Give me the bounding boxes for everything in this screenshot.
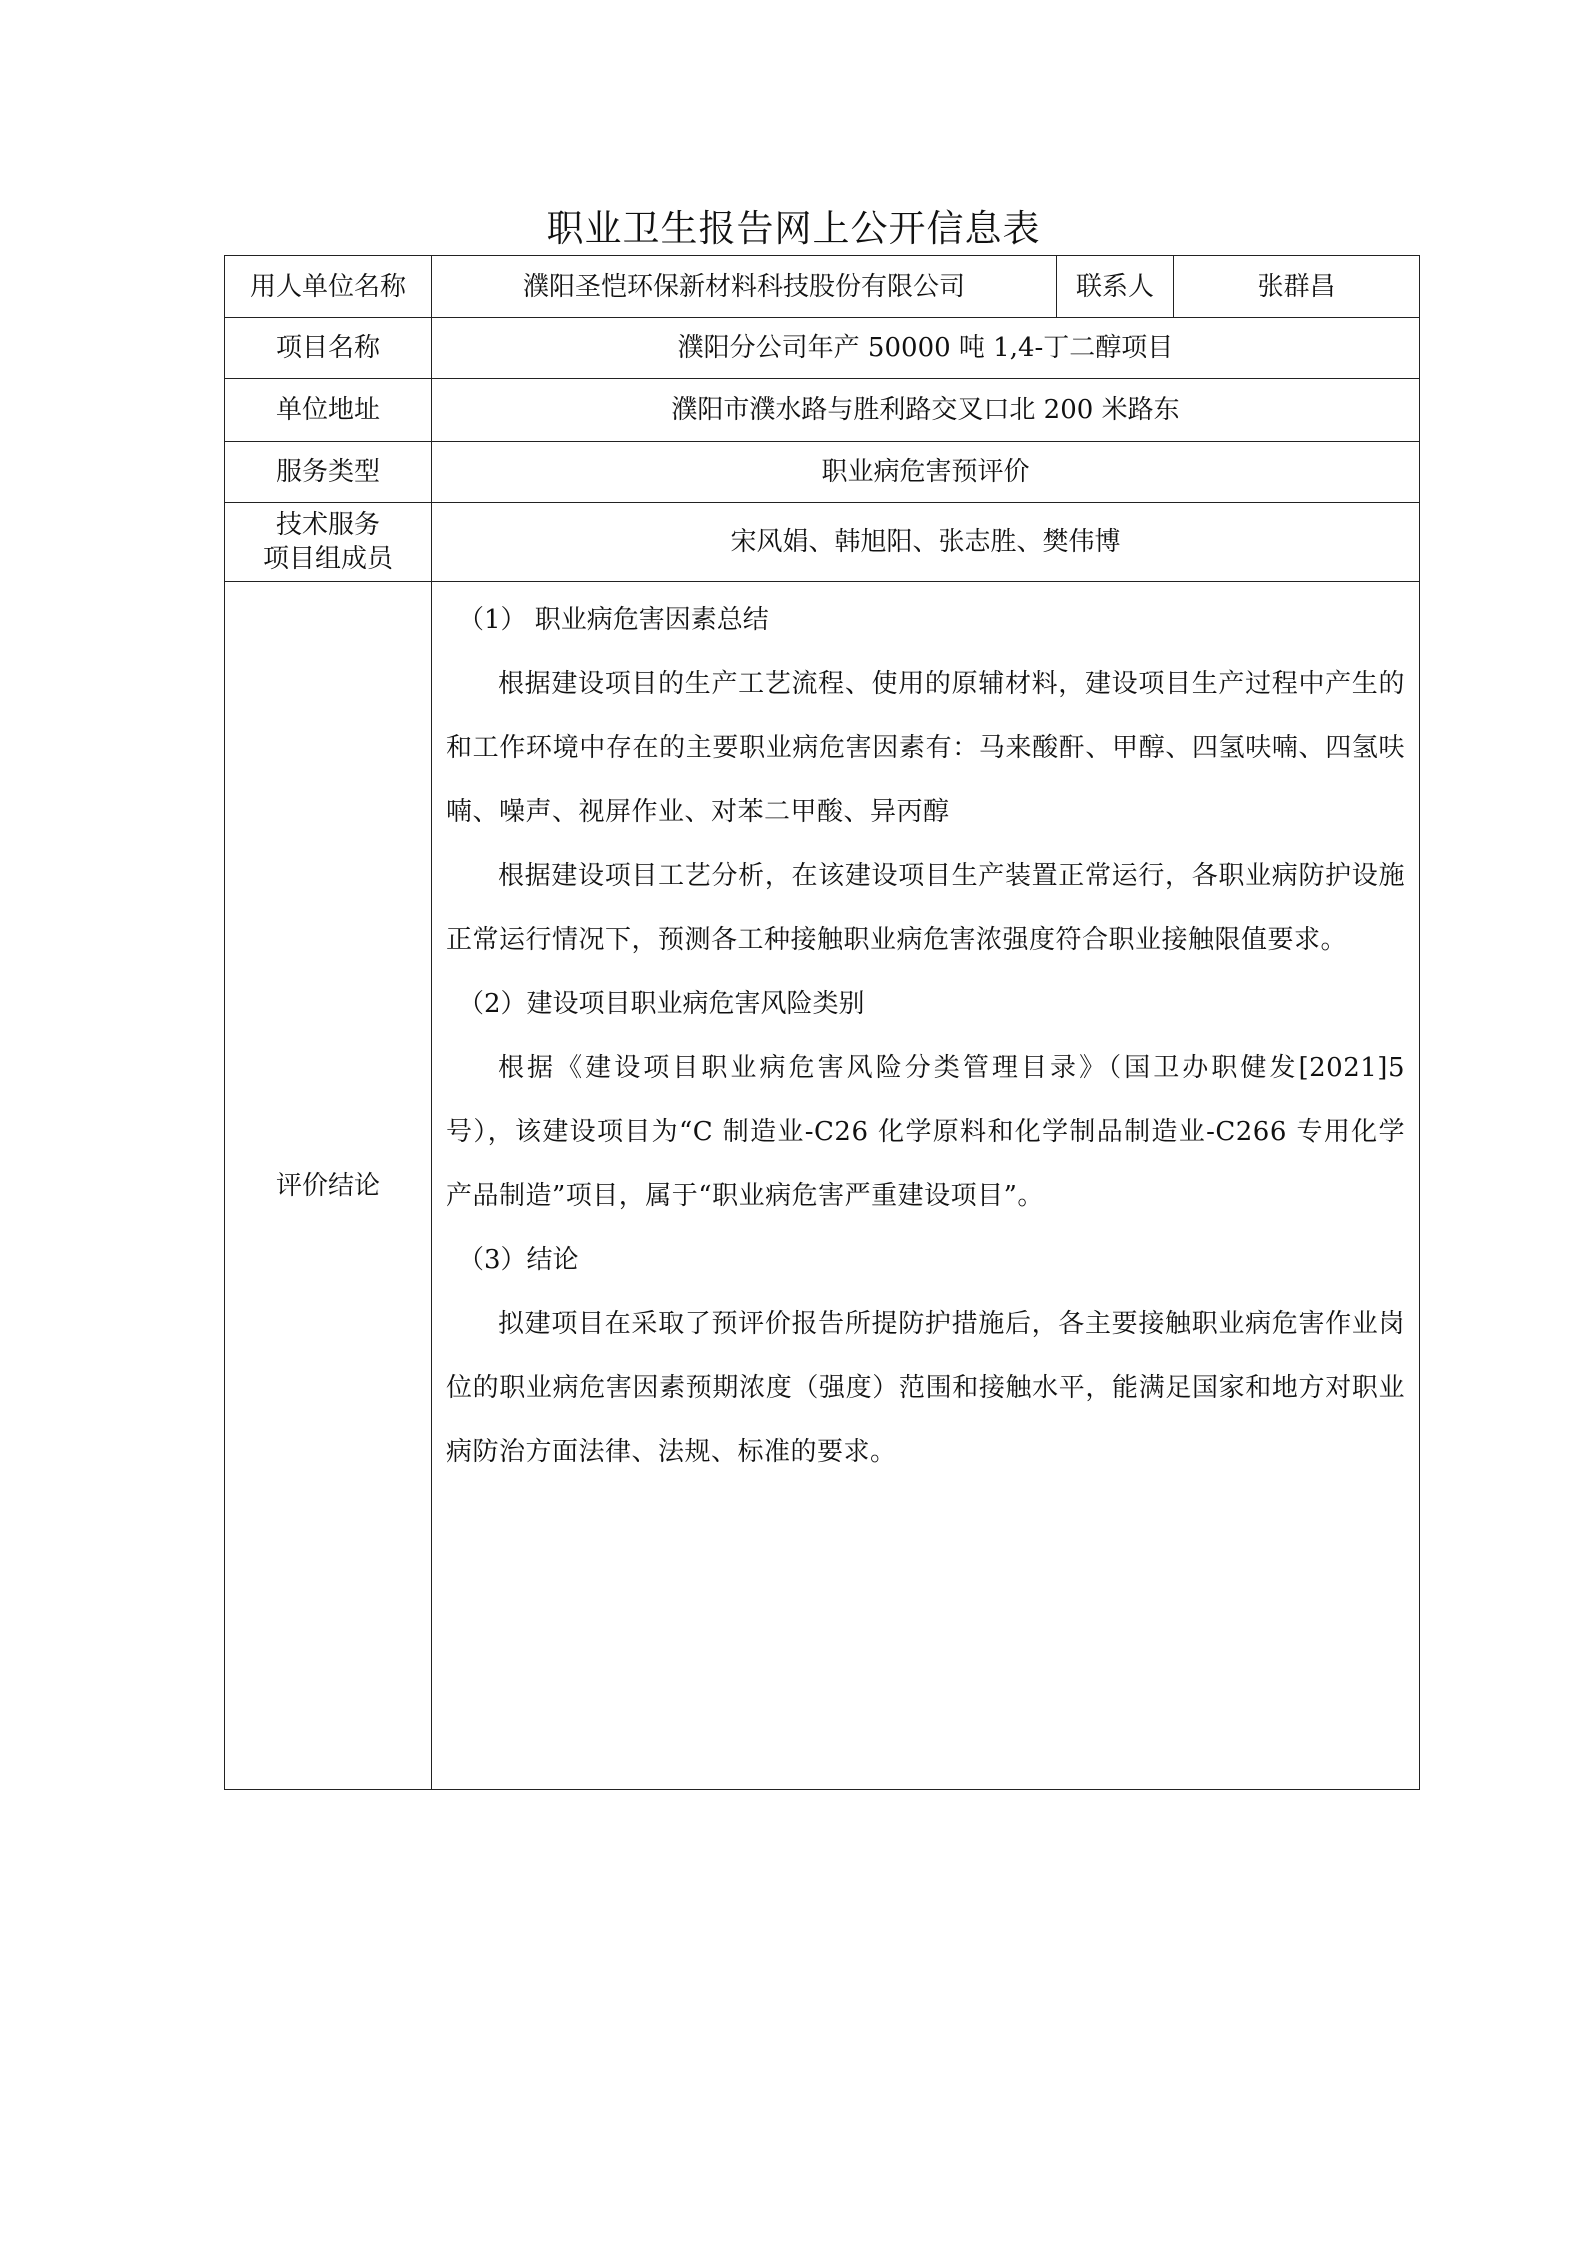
table-row-project [225, 318, 1420, 379]
page-title: 职业卫生报告网上公开信息表 [546, 207, 1041, 250]
table-row-conclusion [225, 582, 1420, 1790]
team-value: 宋风娟、韩旭阳、张志胜、樊伟博 [432, 503, 1420, 582]
employer-label: 用人单位名称 [225, 256, 432, 318]
conclusion-paragraph-4: 拟建项目在采取了预评价报告所提防护措施后，各主要接触职业病危害作业岗位的职业病危害因素预期浓度（强度）范围和接触水平，能满足国家和地方对职业病防治方面法律、法规、标准的要求。 [446, 1309, 1405, 1467]
info-table [224, 255, 1420, 1790]
address-label: 单位地址 [225, 379, 432, 442]
address-value: 濮阳市濮水路与胜利路交叉口北 200 米路东 [432, 379, 1420, 442]
conclusion-heading-1: （1） 职业病危害因素总结 [458, 605, 769, 635]
contact-label: 联系人 [1057, 256, 1174, 318]
conclusion-body [432, 582, 1420, 1790]
project-label: 项目名称 [225, 318, 432, 379]
conclusion-heading-3: （3）结论 [458, 1245, 579, 1275]
service-label: 服务类型 [225, 442, 432, 503]
service-value: 职业病危害预评价 [432, 442, 1420, 503]
table-row-address [225, 379, 1420, 442]
team-label-line2: 项目组成员 [262, 544, 393, 574]
team-label-line1: 技术服务 [275, 510, 380, 540]
conclusion-paragraph-3: 根据《建设项目职业病危害风险分类管理目录》（国卫办职健发[2021]5 号），该建设项目为“C 制造业-C26 化学原料和化学制品制造业-C266 专用化学产品制造”项目，属于“职业病危害严重建设项目”。 [446, 1053, 1405, 1211]
employer-value: 濮阳圣恺环保新材料科技股份有限公司 [432, 256, 1057, 318]
table-row-employer [225, 256, 1420, 318]
contact-value: 张群昌 [1174, 256, 1420, 318]
conclusion-label: 评价结论 [225, 582, 432, 1790]
conclusion-paragraph-1: 根据建设项目的生产工艺流程、使用的原辅材料，建设项目生产过程中产生的和工作环境中存在的主要职业病危害因素有：马来酸酐、甲醇、四氢呋喃、四氢呋喃、噪声、视屏作业、对苯二甲酸、异丙醇 [446, 669, 1405, 827]
team-label [225, 503, 432, 582]
project-value: 濮阳分公司年产 50000 吨 1,4-丁二醇项目 [432, 318, 1420, 379]
table-row-team [225, 503, 1420, 582]
table-row-service [225, 442, 1420, 503]
conclusion-paragraph-2: 根据建设项目工艺分析，在该建设项目生产装置正常运行，各职业病防护设施正常运行情况下，预测各工种接触职业病危害浓强度符合职业接触限值要求。 [446, 861, 1405, 955]
conclusion-heading-2: （2）建设项目职业病危害风险类别 [458, 989, 865, 1019]
